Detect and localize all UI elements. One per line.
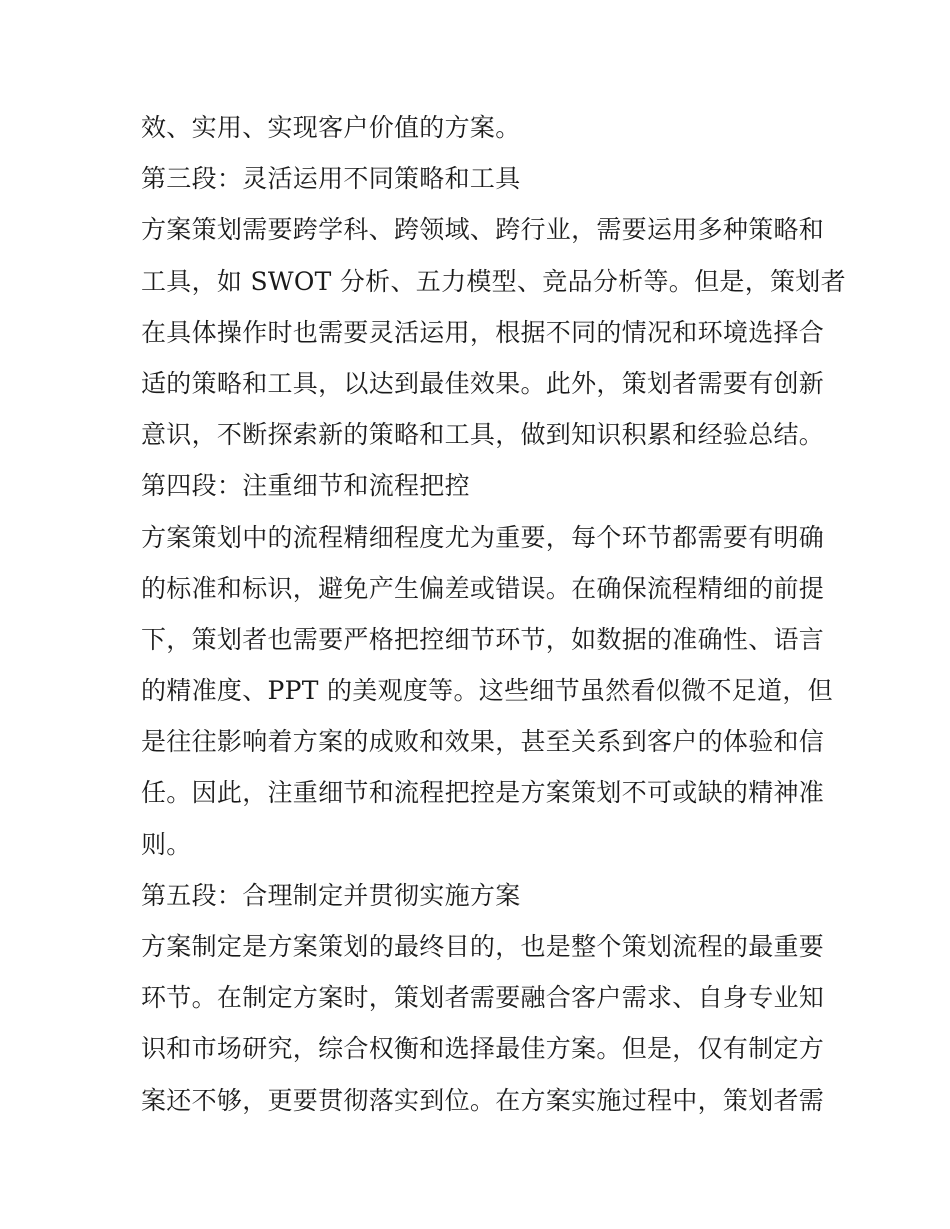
paragraph-line: 环节。在制定方案时，策划者需要融合客户需求、自身专业知 bbox=[141, 983, 825, 1013]
document-body bbox=[141, 102, 846, 1126]
paragraph-line: 识和市场研究，综合权衡和选择最佳方案。但是，仅有制定方 bbox=[141, 1034, 825, 1064]
paragraph-line: 在具体操作时也需要灵活运用，根据不同的情况和环境选择合 bbox=[141, 317, 825, 347]
paragraph-line: 方案策划需要跨学科、跨领域、跨行业，需要运用多种策略和 bbox=[141, 215, 825, 245]
paragraph-line: 是往往影响着方案的成败和效果，甚至关系到客户的体验和信 bbox=[141, 727, 825, 757]
paragraph-section-5 bbox=[141, 921, 825, 1126]
paragraph-line: 方案制定是方案策划的最终目的，也是整个策划流程的最重要 bbox=[141, 932, 825, 961]
paragraph-line: 任。因此，注重细节和流程把控是方案策划不可或缺的精神准 bbox=[141, 778, 825, 808]
paragraph-line: 的标准和标识，避免产生偏差或错误。在确保流程精细的前提 bbox=[141, 573, 825, 603]
paragraph-section-3 bbox=[141, 204, 846, 460]
paragraph-line: 方案策划中的流程精细程度尤为重要，每个环节都需要有明确 bbox=[141, 522, 825, 552]
paragraph-line: 下，策划者也需要严格把控细节环节，如数据的准确性、语言 bbox=[141, 624, 825, 654]
section-heading-4: 第四段：注重细节和流程把控 bbox=[141, 471, 470, 501]
paragraph-line: 意识，不断探索新的策略和工具，做到知识积累和经验总结。 bbox=[141, 420, 825, 450]
paragraph-line: 工具，如 SWOT 分析、五力模型、竞品分析等。但是，策划者 bbox=[141, 266, 846, 296]
paragraph-line: 效、实用、实现客户价值的方案。 bbox=[141, 113, 521, 142]
section-heading-5: 第五段：合理制定并贯彻实施方案 bbox=[141, 880, 521, 910]
paragraph-line: 适的策略和工具，以达到最佳效果。此外，策划者需要有创新 bbox=[141, 368, 825, 398]
section-heading-3: 第三段：灵活运用不同策略和工具 bbox=[141, 164, 521, 194]
paragraph-section-4 bbox=[141, 512, 833, 870]
paragraph-line: 的精准度、PPT 的美观度等。这些细节虽然看似微不足道，但 bbox=[141, 676, 833, 706]
paragraph-line: 案还不够，更要贯彻落实到位。在方案实施过程中，策划者需 bbox=[141, 1085, 825, 1115]
paragraph-continuation bbox=[141, 102, 813, 153]
paragraph-line: 则。 bbox=[141, 829, 192, 859]
